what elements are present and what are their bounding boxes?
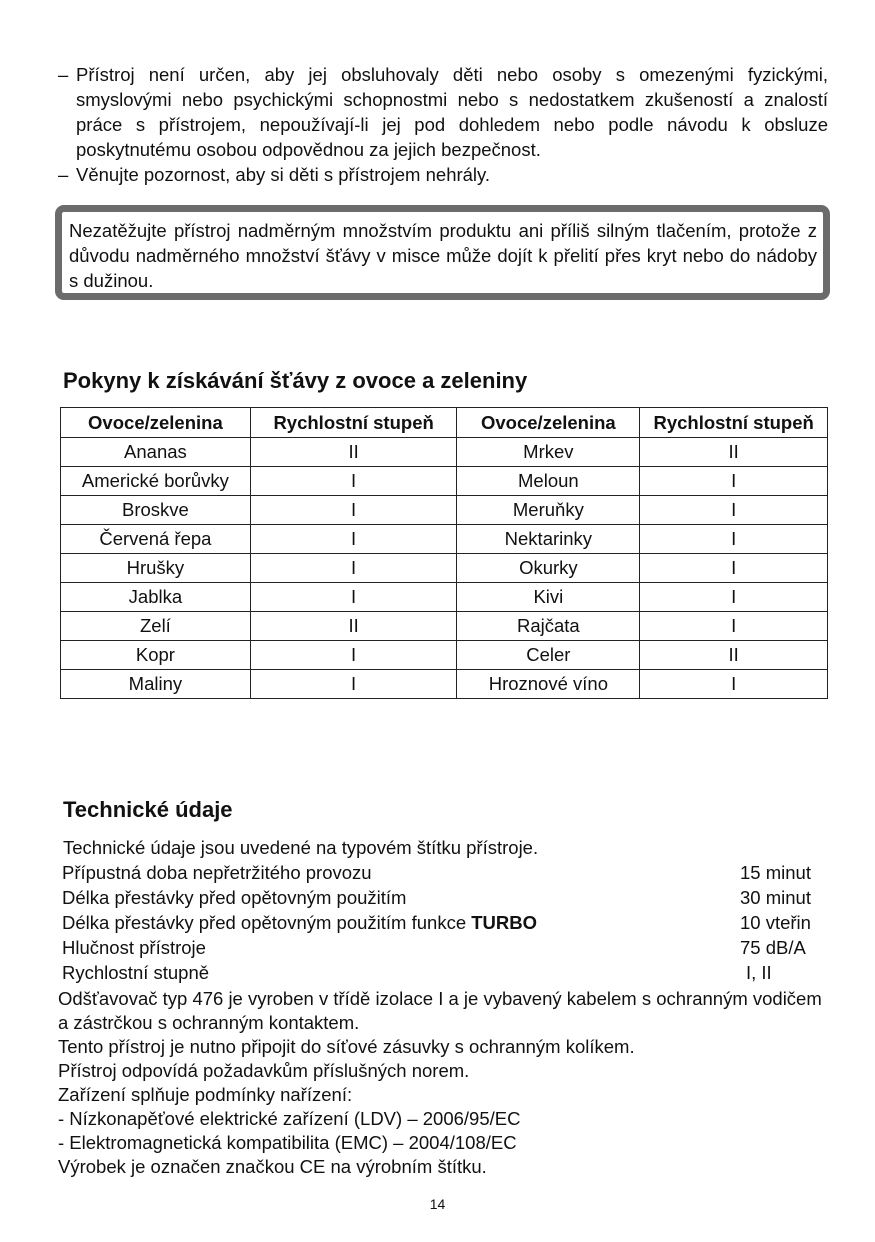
table-row [61,612,828,641]
spec-label: Rychlostní stupně [62,962,210,983]
bullet-dash: – [58,64,69,85]
warning-text: Nezatěžujte přístroj nadměrným množstvím produktu ani příliš silným tlačením, protože z důvodu nadměrného množství šťávy v misce může dojít k přelití přes kryt nebo do nádoby s dužinou. [69,220,817,291]
spec-row [60,960,830,985]
speed-cell: II [250,612,457,641]
safety-note [58,162,828,187]
speed-cell: I [640,583,828,612]
table-row [61,554,828,583]
safety-note [58,62,828,162]
speed-cell: II [640,641,828,670]
produce-cell: Celer [457,641,640,670]
paragraph: Odšťavovač typ 476 je vyroben v třídě izolace I a je vybavený kabelem s ochranným vodičem a zástrčkou s ochranným kontaktem. [58,988,822,1033]
produce-cell: Mrkev [457,438,640,467]
column-header: Rychlostní stupeň [250,408,457,438]
warning-box [55,205,830,300]
produce-cell: Kivi [457,583,640,612]
spec-row [60,910,830,935]
paragraph: Výrobek je označen značkou CE na výrobním štítku. [58,1156,487,1177]
spec-row [60,860,830,885]
table-row [61,641,828,670]
speed-cell: I [250,525,457,554]
safety-note-text: Věnujte pozornost, aby si děti s přístrojem nehrály. [76,164,491,185]
column-header: Rychlostní stupeň [640,408,828,438]
produce-cell: Hrušky [61,554,251,583]
table-row [61,670,828,699]
spec-value: 30 minut [740,887,811,908]
column-header: Ovoce/zelenina [457,408,640,438]
produce-cell: Rajčata [457,612,640,641]
speed-cell: I [250,670,457,699]
spec-label [62,910,537,935]
tech-paragraphs [58,987,833,1179]
produce-cell: Okurky [457,554,640,583]
speed-cell: I [250,496,457,525]
speed-cell: I [640,554,828,583]
spec-value: I, II [746,962,772,983]
speed-cell: II [640,438,828,467]
spec-value: 75 dB/A [740,937,806,958]
bullet-dash: – [58,164,69,185]
speed-cell: I [640,467,828,496]
speed-cell: I [250,583,457,612]
spec-label: Hlučnost přístroje [62,937,206,958]
tech-section-title: Technické údaje [63,797,233,822]
paragraph: - Nízkonapěťové elektrické zařízení (LDV) – 2006/95/EC [58,1108,521,1129]
produce-cell: Červená řepa [61,525,251,554]
produce-cell: Nektarinky [457,525,640,554]
speed-cell: I [640,670,828,699]
spec-label: Přípustná doba nepřetržitého provozu [62,862,372,883]
produce-cell: Ananas [61,438,251,467]
table-row [61,438,828,467]
safety-note-text: Přístroj není určen, aby jej obsluhovaly děti nebo osoby s omezenými fyzickými, smyslovými nebo psychickými schopnostmi nebo s nedostatkem zkušeností a znalostí práce s přístrojem, nepoužívají-li jej pod dohledem nebo podle návodu k obsluze poskytnutému osobou odpovědnou za jejich bezpečnost. [76,64,828,160]
produce-cell: Americké borůvky [61,467,251,496]
tech-specs [60,835,830,985]
table-row [61,583,828,612]
spec-label-bold: TURBO [471,912,538,933]
produce-cell: Meloun [457,467,640,496]
produce-cell: Kopr [61,641,251,670]
paragraph: Přístroj odpovídá požadavkům příslušných norem. [58,1060,470,1081]
produce-cell: Maliny [61,670,251,699]
spec-value: 15 minut [740,862,811,883]
produce-cell: Zelí [61,612,251,641]
produce-cell: Hroznové víno [457,670,640,699]
speed-cell: I [250,641,457,670]
table-row [61,496,828,525]
table-row [61,525,828,554]
spec-value: 10 vteřin [740,912,811,933]
produce-cell: Jablka [61,583,251,612]
spec-label: Délka přestávky před opětovným použitím [62,887,407,908]
column-header: Ovoce/zelenina [61,408,251,438]
table-row [61,467,828,496]
spec-row [60,935,830,960]
produce-cell: Broskve [61,496,251,525]
produce-cell: Meruňky [457,496,640,525]
spec-label-text: Délka přestávky před opětovným použitím funkce [62,912,467,933]
paragraph: Tento přístroj je nutno připojit do síťové zásuvky s ochranným kolíkem. [58,1036,635,1057]
table-header-row [61,408,828,438]
speed-cell: I [640,496,828,525]
juice-speed-table [60,407,828,699]
speed-cell: II [250,438,457,467]
safety-notes [58,62,828,187]
speed-cell: I [640,612,828,641]
paragraph: Zařízení splňuje podmínky nařízení: [58,1084,353,1105]
spec-row [60,885,830,910]
tech-intro: Technické údaje jsou uvedené na typovém štítku přístroje. [63,837,539,858]
speed-cell: I [250,554,457,583]
juice-section-title: Pokyny k získávání šťávy z ovoce a zeleniny [63,368,528,393]
paragraph: - Elektromagnetická kompatibilita (EMC) – 2004/108/EC [58,1132,517,1153]
speed-cell: I [250,467,457,496]
page-number: 14 [429,1196,446,1212]
speed-cell: I [640,525,828,554]
